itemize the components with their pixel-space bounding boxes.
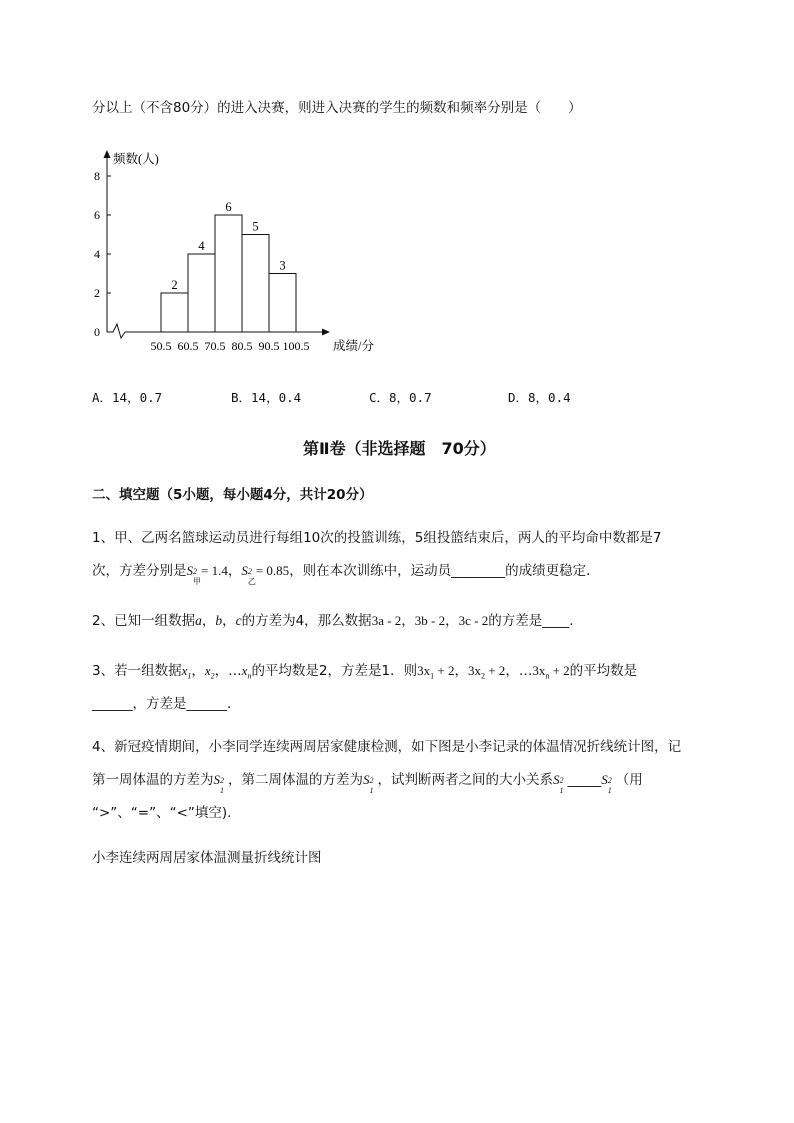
var-x: x <box>204 663 211 678</box>
bar <box>269 274 296 333</box>
chart-caption: 小李连续两周居家体温测量折线统计图 <box>92 850 322 866</box>
comma: ， <box>401 613 415 629</box>
bar <box>161 293 188 332</box>
question-intro: 分以上（不含80分）的进入决赛，则进入决赛的学生的频数和频率分别是（ ） <box>92 100 582 116</box>
section-title: 第Ⅱ卷（非选择题 70分） <box>303 439 496 458</box>
comma: ， <box>454 663 468 679</box>
s1-squared <box>213 772 229 796</box>
var-a: a <box>195 613 202 628</box>
expr-part: + 2 <box>484 663 506 678</box>
s2-squared <box>601 772 616 796</box>
var-c: c <box>235 613 242 628</box>
comma: ， <box>191 663 205 679</box>
option-d[interactable]: D．8，0.4 <box>508 390 571 405</box>
q3-text-post: 的平均数是 <box>569 663 638 679</box>
y-tick-label: 0 <box>94 325 100 339</box>
subscript: 1 <box>430 671 435 681</box>
y-tick-label: 6 <box>94 208 100 222</box>
q1-text-post: ，则在本次训练中，运动员________的成绩更稳定． <box>289 563 600 579</box>
q4-text-mid2: ，试判断两者之间的大小关系 <box>377 772 553 788</box>
bar <box>242 235 269 333</box>
bar-data-label: 4 <box>198 239 205 253</box>
subscript: 1 <box>559 786 564 796</box>
variance-symbol: S <box>186 563 193 578</box>
q1-s-jia <box>186 563 202 587</box>
bar-data-label: 5 <box>252 219 259 234</box>
q4-line2 <box>92 770 643 796</box>
x-axis-arrow <box>322 329 330 336</box>
y-tick-label: 2 <box>94 286 100 300</box>
q1-val-jia: = 1.4 <box>201 563 228 578</box>
part-heading: 二、填空题（5小题，每小题4分，共计20分） <box>92 487 373 503</box>
expr-part: 3x <box>532 663 546 678</box>
bar-data-label: 2 <box>171 278 178 292</box>
subscript: n <box>545 671 550 681</box>
q4-line1: 4、新冠疫情期间，小李同学连续两周居家健康检测，如下图是小李记录的体温情况折线统计图，记 <box>92 739 682 755</box>
expr-3x2-2 <box>467 663 506 681</box>
expr-3x1-2 <box>417 663 455 681</box>
q1-val-yi: = 0.85 <box>255 563 290 578</box>
subscript: n <box>247 671 252 681</box>
q1-text-pre: 次，方差分别是 <box>92 563 187 579</box>
superscript: 2 <box>193 567 197 577</box>
q3-text-pre: 3、若一组数据 <box>92 663 182 679</box>
expr-3xn-2 <box>532 663 570 681</box>
q2-text-mid: 的方差为4，那么数据 <box>241 613 372 629</box>
answer-blank[interactable]: _____ <box>567 772 602 788</box>
q1-sep: ， <box>227 563 242 579</box>
q4-text-pre: 第一周体温的方差为 <box>92 772 214 788</box>
expr-3a-2: 3a - 2 <box>371 613 402 628</box>
xn <box>241 663 252 681</box>
q2-text-post: 的方差是____. <box>488 613 574 629</box>
q1-line1: 1、甲、乙两名篮球运动员进行每组10次的投篮训练，5组投篮结束后，两人的平均命中数都是7 <box>92 530 662 546</box>
s1-squared <box>553 772 568 796</box>
comma: ， <box>201 613 216 629</box>
x2 <box>204 663 215 681</box>
var-x: x <box>181 663 188 678</box>
expr-part: 3x <box>417 663 431 678</box>
expr-part: 3x <box>467 663 481 678</box>
q3-line1 <box>92 661 637 681</box>
q4-text-mid: ，第二周体温的方差为 <box>228 772 363 788</box>
x-tick-label: 80.5 <box>231 339 253 353</box>
expr-part: + 2 <box>434 663 455 678</box>
q1-s-yi <box>241 563 256 587</box>
variance-symbol: S <box>601 772 608 787</box>
expr-3c-2: 3c - 2 <box>458 613 489 628</box>
bar-data-label: 6 <box>225 200 232 214</box>
comma: ， <box>222 613 236 629</box>
y-axis-arrow <box>104 150 111 158</box>
superscript: 2 <box>369 776 374 786</box>
bar-data-label: 3 <box>279 258 286 273</box>
subscript: 1 <box>607 786 612 796</box>
x1 <box>181 663 192 681</box>
subscript: 1 <box>187 671 192 681</box>
comma: ， <box>214 663 229 679</box>
ellipsis: … <box>518 663 533 679</box>
var-b: b <box>215 613 223 628</box>
subscript: 1 <box>220 786 224 796</box>
subscript: 1 <box>369 786 374 796</box>
x-tick-label: 60.5 <box>177 339 199 353</box>
variance-symbol: S <box>241 563 248 578</box>
option-c[interactable]: C．8，0.7 <box>369 390 432 405</box>
subscript: 甲 <box>193 577 201 587</box>
superscript: 2 <box>559 776 564 786</box>
expr-part: + 2 <box>549 663 570 678</box>
y-axis-label: 频数(人) <box>113 152 159 166</box>
superscript: 2 <box>247 567 252 577</box>
y-tick-label: 8 <box>94 169 100 183</box>
superscript: 2 <box>607 776 612 786</box>
histogram-chart <box>80 140 400 365</box>
q3-line2: ______，方差是______. <box>92 696 232 712</box>
x-tick-label: 100.5 <box>282 339 310 353</box>
q3-text-mid: 的平均数是2，方差是1．则 <box>251 663 418 679</box>
subscript: 2 <box>210 671 215 681</box>
y-tick-label: 4 <box>94 247 100 261</box>
comma: ， <box>445 613 459 629</box>
superscript: 2 <box>220 776 224 786</box>
expr-3b-2: 3b - 2 <box>414 613 446 628</box>
variance-symbol: S <box>553 772 560 787</box>
option-b[interactable]: B．14，0.4 <box>231 390 302 405</box>
var-x: x <box>241 663 248 678</box>
x-tick-label: 90.5 <box>258 339 280 353</box>
x-axis-break <box>107 324 125 338</box>
x-tick-label: 50.5 <box>150 339 172 353</box>
q4-text-post: （用 <box>615 772 643 788</box>
variance-symbol: S <box>363 772 370 787</box>
s2-squared <box>363 772 378 796</box>
q2-line <box>92 611 574 631</box>
ellipsis: … <box>228 663 242 679</box>
x-axis-label: 成绩/分 <box>333 339 374 353</box>
option-a[interactable]: A．14，0.7 <box>92 390 163 405</box>
bar <box>188 254 215 332</box>
comma: ， <box>505 663 519 679</box>
q4-line3: “>”、“=”、“<”填空). <box>92 805 232 821</box>
x-tick-label: 70.5 <box>204 339 226 353</box>
bar <box>215 215 242 332</box>
subscript: 乙 <box>247 577 256 587</box>
q2-text-pre: 2、已知一组数据 <box>92 613 196 629</box>
variance-symbol: S <box>213 772 220 787</box>
subscript: 2 <box>480 671 485 681</box>
q1-line2 <box>92 561 600 587</box>
